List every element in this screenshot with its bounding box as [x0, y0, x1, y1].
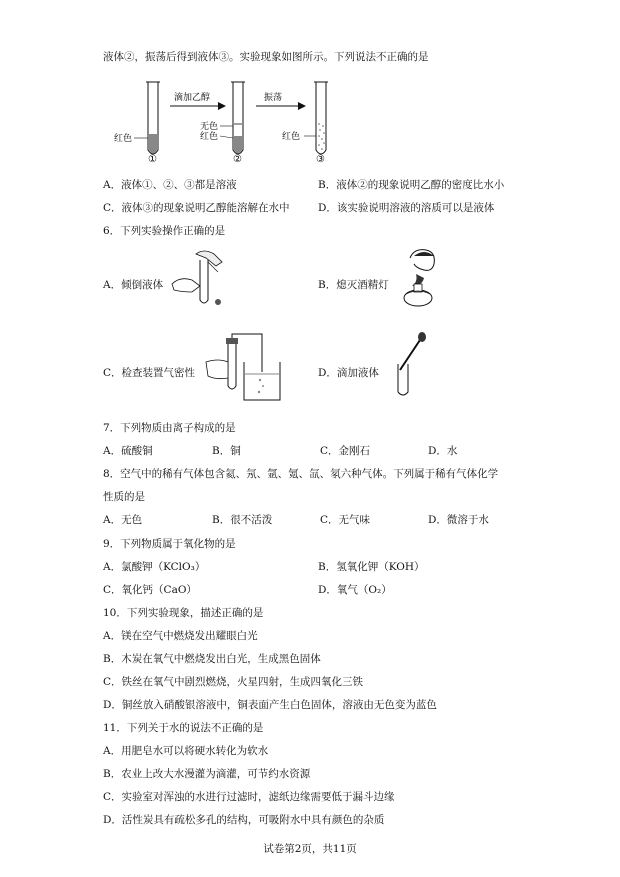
- pour-liquid-figure: [170, 246, 240, 308]
- dropper-figure: [390, 330, 440, 400]
- q6-option-d: D．滴加液体: [318, 367, 379, 379]
- tube-number-1: ①: [148, 154, 157, 165]
- q8-option-a: A．无色: [103, 514, 143, 526]
- arrow-label-add-ethanol: 滴加乙醇: [174, 93, 211, 103]
- q9-option-d: D．氧气（O₂）: [318, 584, 392, 596]
- q6-option-a: A．倾倒液体: [103, 279, 164, 291]
- q5-option-b: B．液体②的现象说明乙醇的密度比水小: [318, 179, 505, 191]
- label-colorless: 无色: [200, 122, 219, 132]
- tube-number-3: ③: [316, 154, 325, 165]
- q5-option-c: C．液体③的现象说明乙醇能溶解在水中: [103, 202, 290, 214]
- q6-option-b: B．熄灭酒精灯: [318, 279, 389, 291]
- q9-option-c: C．氧化钙（CaO）: [103, 584, 197, 596]
- q10-option-d: D．铜丝放入硝酸银溶液中，铜表面产生白色固体，溶液由无色变为蓝色: [103, 699, 437, 711]
- q6-option-c: C．检查装置气密性: [103, 367, 196, 379]
- intro-text: 液体②，振荡后得到液体③。实验现象如图所示。下列说法不正确的是: [103, 51, 429, 63]
- q7-option-d: D．水: [428, 445, 458, 457]
- q9-option-b: B．氢氧化钾（KOH）: [318, 561, 425, 573]
- q10-option-b: B．木炭在氧气中燃烧发出白光，生成黑色固体: [103, 653, 321, 665]
- arrow-label-shake: 振荡: [264, 93, 283, 103]
- q11-option-b: B．农业上改大水漫灌为滴灌，可节约水资源: [103, 768, 311, 780]
- q11-stem: 11．下列关于水的说法不正确的是: [103, 722, 264, 734]
- alcohol-lamp-figure: [394, 246, 446, 308]
- q8-option-b: B．很不活泼: [212, 514, 273, 526]
- q5-option-a: A．液体①、②、③都是溶液: [103, 179, 237, 191]
- q10-option-c: C．铁丝在氧气中剧烈燃烧，火星四射，生成四氧化三铁: [103, 676, 364, 688]
- page-footer: 试卷第2页，共11页: [263, 843, 357, 855]
- q9-option-a: A．氯酸钾（KClO₃）: [103, 561, 206, 573]
- q8-stem-line2: 性质的是: [103, 491, 145, 503]
- q8-option-d: D．微溶于水: [428, 514, 489, 526]
- q10-stem: 10．下列实验现象，描述正确的是: [103, 607, 264, 619]
- q11-option-a: A．用肥皂水可以将硬水转化为软水: [103, 745, 269, 757]
- q9-stem: 9．下列物质属于氧化物的是: [103, 538, 236, 550]
- test-tube-figure: [108, 76, 348, 166]
- label-red-1: 红色: [114, 134, 133, 144]
- q7-stem: 7．下列物质由离子构成的是: [103, 422, 236, 434]
- airtightness-check-figure: [200, 332, 290, 406]
- q11-option-d: D．活性炭具有疏松多孔的结构，可吸附水中具有颜色的杂质: [103, 814, 385, 826]
- q10-option-a: A．镁在空气中燃烧发出耀眼白光: [103, 630, 258, 642]
- q6-stem: 6．下列实验操作正确的是: [103, 225, 226, 237]
- tube-number-2: ②: [233, 154, 242, 165]
- test-tube-1: [134, 82, 160, 154]
- q7-option-c: C．金刚石: [320, 445, 371, 457]
- label-red-3: 红色: [282, 132, 301, 142]
- label-red-2: 红色: [200, 132, 219, 142]
- q8-stem-line1: 8．空气中的稀有气体包含氦、氖、氩、氪、氙、氡六种气体。下列属于稀有气体化学: [103, 468, 499, 480]
- q7-option-a: A．硫酸铜: [103, 445, 153, 457]
- test-tube-3: [304, 82, 328, 154]
- q8-option-c: C．无气味: [320, 514, 371, 526]
- q11-option-c: C．实验室对浑浊的水进行过滤时，滤纸边缘需要低于漏斗边缘: [103, 791, 395, 803]
- q5-option-d: D．该实验说明溶液的溶质可以是液体: [318, 202, 495, 214]
- test-tube-2: [220, 82, 245, 154]
- q7-option-b: B．铜: [212, 445, 241, 457]
